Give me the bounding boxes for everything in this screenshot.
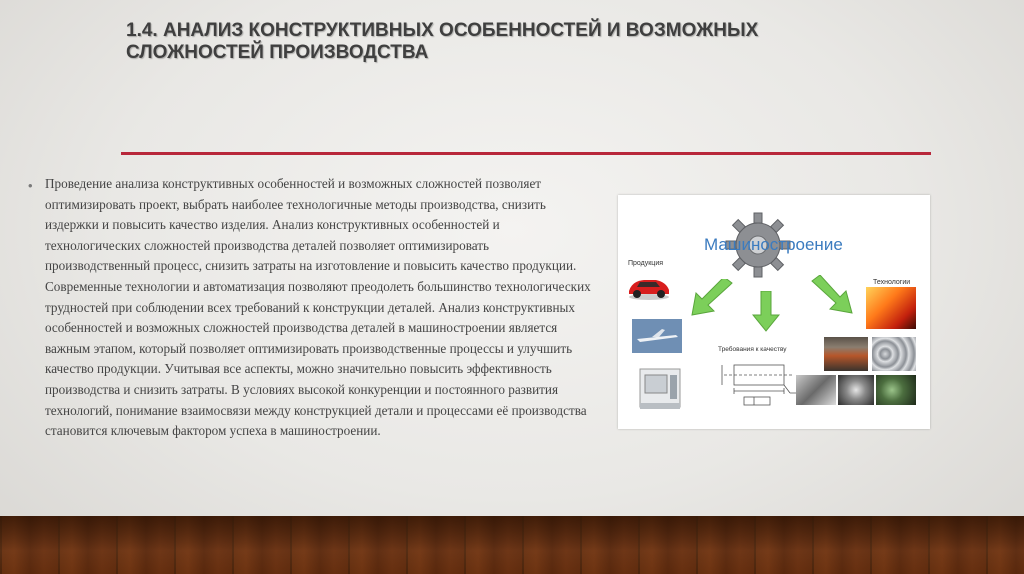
label-quality: Требования к качеству <box>718 346 787 353</box>
turbine-parts-image <box>796 375 836 405</box>
rolling-mill-image <box>824 337 868 371</box>
bullet-marker: • <box>28 178 33 193</box>
molten-metal-image <box>866 287 916 329</box>
mechanical-engineering-figure <box>618 195 930 429</box>
body-paragraph: Проведение анализа конструктивных особенностей и возможных сложностей позволяет оптимизировать проект, выбрать наиболее технологичные методы производства, снизить издержки и повысить качество изделия. Анализ конструктивных особенностей и технологических сложностей производства деталей позволяет оптимизировать производственный процесс, снизить затраты на изготовление и повысить качество продукции. Современные технологии и автоматизация позволяют преодолеть большинство технологических трудностей при соблюдении всех требований к конструкции деталей. Анализ конструктивных особенностей и возможных сложностей производства деталей в машиностроении является важным этапом, который позволяет оптимизировать производственные процессы и улучшить качество продукции. Учитывая все аспекты, можно значительно повысить эффективность производства и снизить затраты. В условиях высокой конкуренции и постоянного развития технологий, понимание взаимосвязи между конструкцией детали и процессами её производства становится ключевым фактором успеха в машиностроении. <box>45 176 591 439</box>
machining-tool-image <box>838 375 874 405</box>
gears-photo-image <box>876 375 916 405</box>
slide-title: 1.4. АНАЛИЗ КОНСТРУКТИВНЫХ ОСОБЕННОСТЕЙ И ВОЗМОЖНЫХ СЛОЖНОСТЕЙ ПРОИЗВОДСТВА <box>126 20 759 63</box>
arrow-right-icon <box>810 275 856 315</box>
airplane-image <box>632 319 682 353</box>
wooden-floor <box>0 516 1024 574</box>
arrow-down-icon <box>752 291 780 333</box>
figure-heading: Машиностроение <box>704 235 843 254</box>
arrow-left-icon <box>688 279 736 319</box>
steel-pipes-image <box>872 337 916 371</box>
title-underline <box>121 152 931 155</box>
cnc-machine-image <box>638 363 684 411</box>
car-image <box>626 273 672 301</box>
label-products: Продукция <box>628 260 664 267</box>
label-technologies: Технологии <box>873 279 911 286</box>
